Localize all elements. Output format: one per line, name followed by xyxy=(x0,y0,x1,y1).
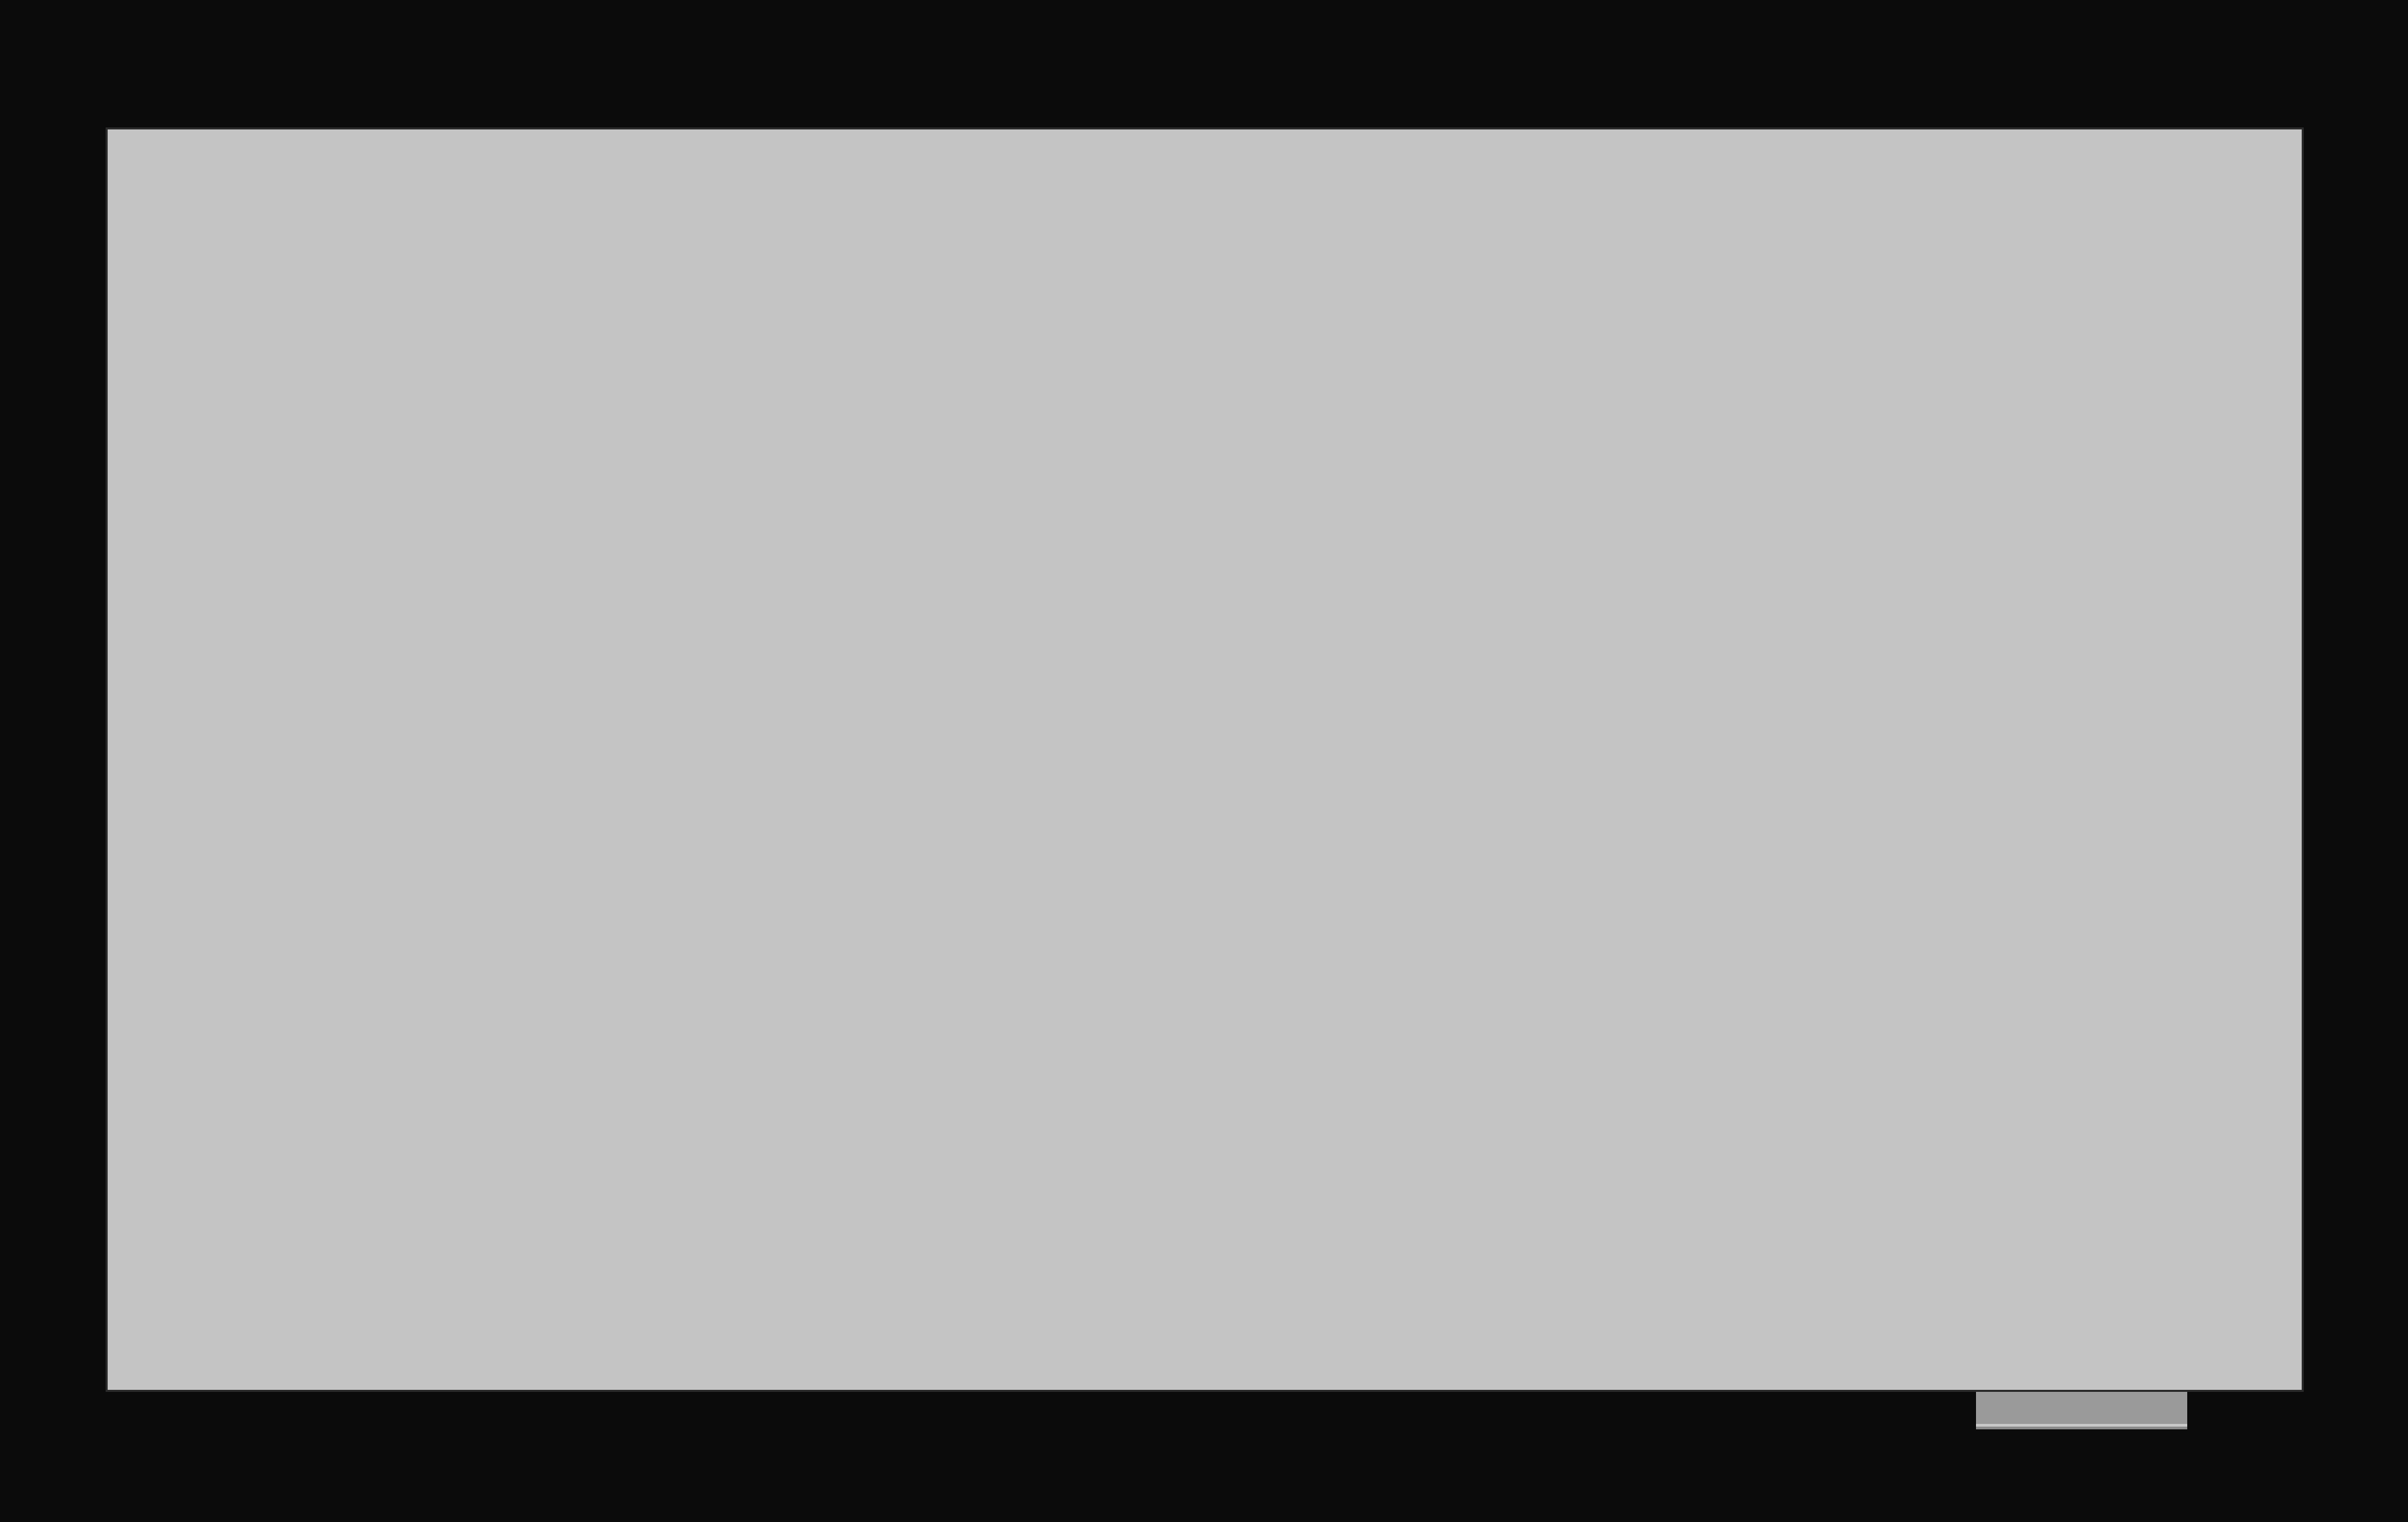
census-card xyxy=(108,129,2302,1390)
card-drawing xyxy=(108,129,2302,1390)
